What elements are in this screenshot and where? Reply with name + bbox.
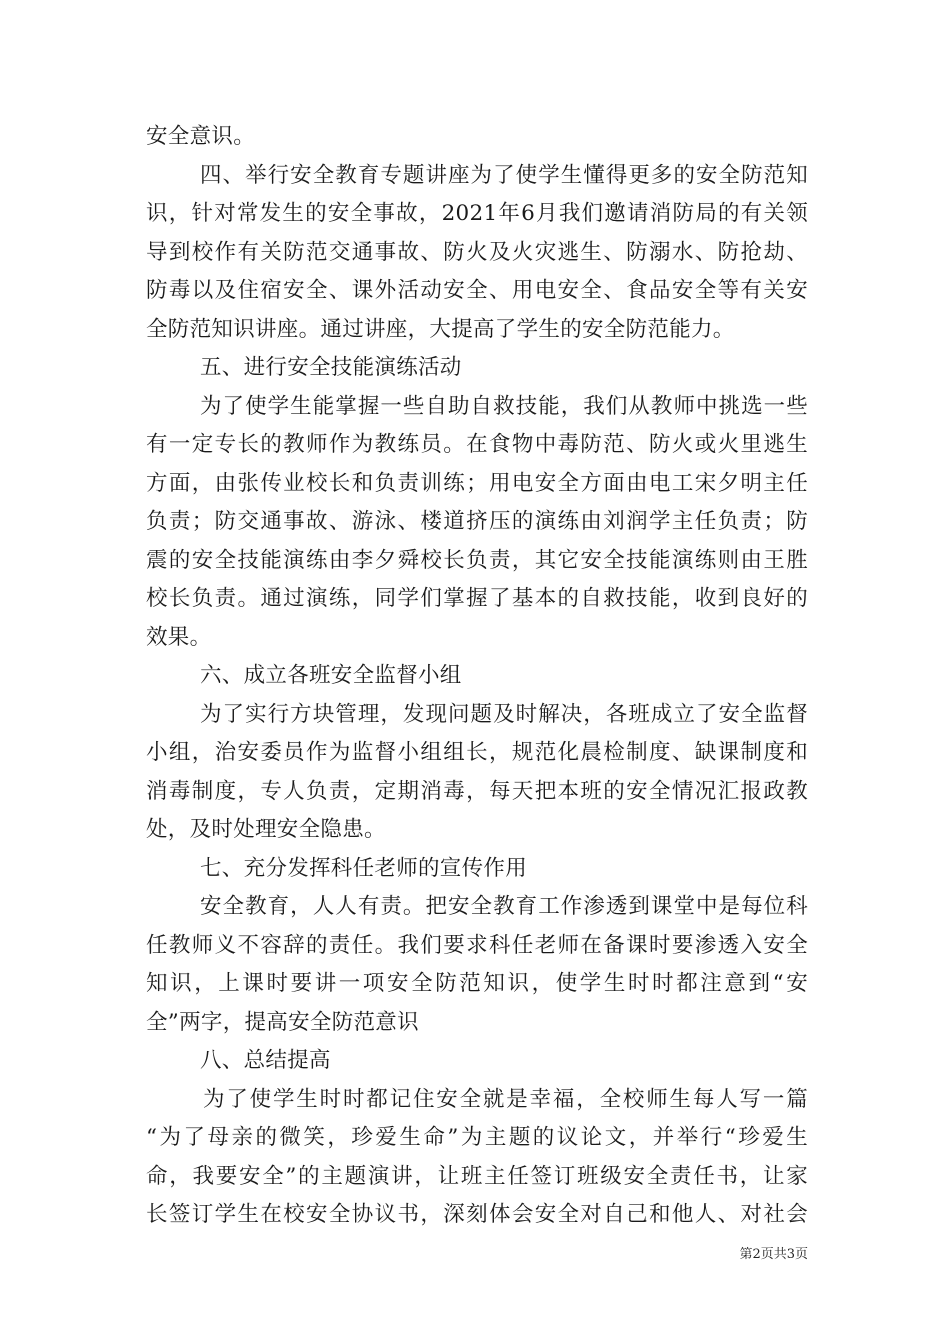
text-line: 识，针对常发生的安全事故，2021年6月我们邀请消防局的有关领 <box>146 201 808 226</box>
text-line: 震的安全技能演练由李夕舜校长负责，其它安全技能演练则由王胜 <box>146 547 808 573</box>
text-line: 防毒以及住宿安全、课外活动安全、用电安全、食品安全等有关安 <box>146 278 808 303</box>
text-line: 安全教育，人人有责。把安全教育工作渗透到课堂中是每位科 <box>200 894 808 919</box>
text-line: 为了使学生时时都记住安全就是幸福，全校师生每人写一篇 <box>203 1086 808 1112</box>
text-line: 处，及时处理安全隐患。 <box>146 817 386 842</box>
text-line: 长签订学生在校安全协议书，深刻体会安全对自己和他人、对社会 <box>146 1202 808 1227</box>
section-heading-5: 五、进行安全技能演练活动 <box>200 355 462 380</box>
text-line: 方面，由张传业校长和负责训练；用电安全方面由电工宋夕明主任 <box>146 470 808 496</box>
section-heading-7: 七、充分发挥科任老师的宣传作用 <box>200 855 528 881</box>
body-text <box>146 118 808 1235</box>
text-line: 效果。 <box>146 624 212 650</box>
text-line: 导到校作有关防范交通事故、防火及火灾逃生、防溺水、防抢劫、 <box>146 239 808 265</box>
section-heading-6: 六、成立各班安全监督小组 <box>200 663 462 688</box>
text-line: 全防范知识讲座。通过讲座，大提高了学生的安全防范能力。 <box>146 316 735 342</box>
text-line: 任教师义不容辞的责任。我们要求科任老师在备课时要渗透入安全 <box>146 932 808 958</box>
text-line: 消毒制度，专人负责，定期消毒，每天把本班的安全情况汇报政教 <box>146 778 808 804</box>
section-heading-4: 四、举行安全教育专题讲座为了使学生懂得更多的安全防范知 <box>200 162 808 188</box>
text-line: 全”两字，提高安全防范意识 <box>146 1009 419 1035</box>
text-line: 校长负责。通过演练，同学们掌握了基本的自救技能，收到良好的 <box>146 586 808 611</box>
text-line: 为了使学生能掌握一些自助自救技能，我们从教师中挑选一些 <box>200 393 808 419</box>
text-line: 为了实行方块管理，发现问题及时解决，各班成立了安全监督 <box>200 701 808 727</box>
text-line: “为了母亲的微笑，珍爱生命”为主题的议论文，并举行“珍爱生 <box>146 1125 808 1150</box>
section-heading-8: 八、总结提高 <box>200 1048 331 1073</box>
text-line: 安全意识。 <box>146 124 256 149</box>
text-line: 小组，治安委员作为监督小组组长，规范化晨检制度、缺课制度和 <box>146 740 808 765</box>
text-line: 有一定专长的教师作为教练员。在食物中毒防范、防火或火里逃生 <box>146 432 808 457</box>
page-number: 第2页共3页 <box>739 1247 808 1262</box>
text-line: 负责；防交通事故、游泳、楼道挤压的演练由刘润学主任负责；防 <box>146 509 808 534</box>
text-line: 命，我要安全”的主题演讲，让班主任签订班级安全责任书，让家 <box>146 1163 808 1189</box>
text-line: 知识，上课时要讲一项安全防范知识，使学生时时都注意到“安 <box>146 971 808 996</box>
